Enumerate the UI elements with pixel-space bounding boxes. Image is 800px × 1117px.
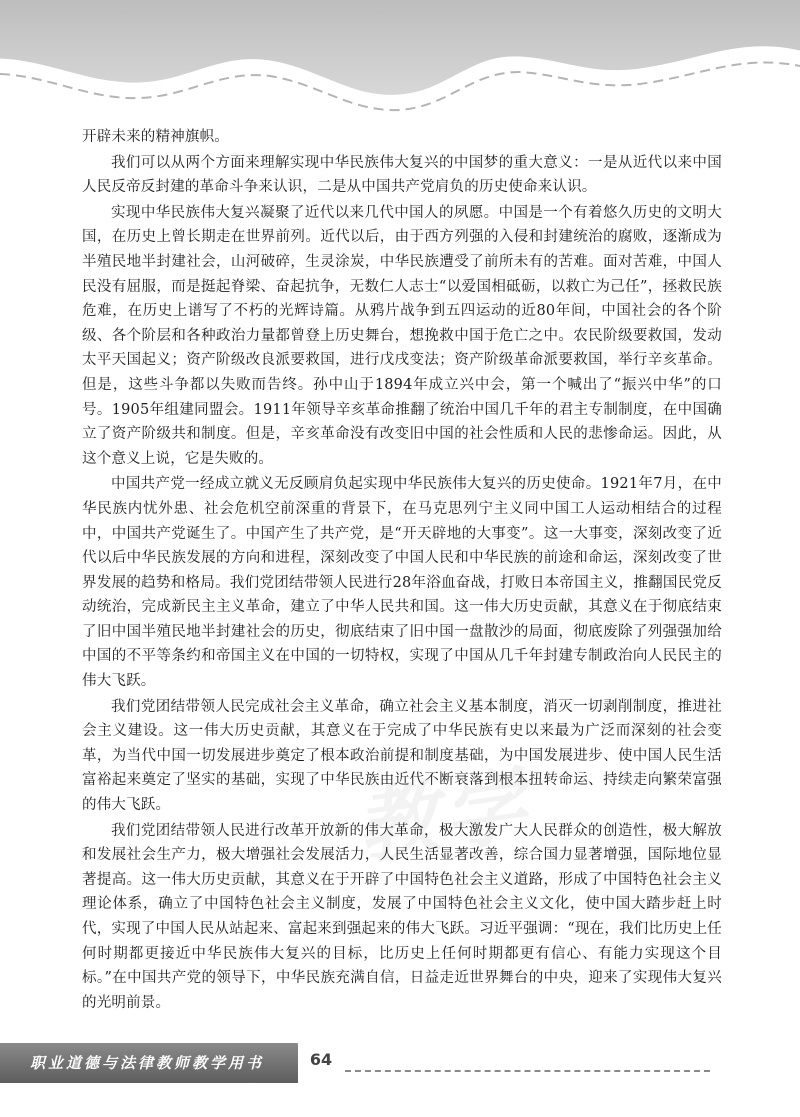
paragraph: 我们党团结带领人民完成社会主义革命，确立社会主义基本制度，消灭一切剥削制度，推进社会主义建设。这一伟大历史贡献，其意义在于完成了中华民族有史以来最为广泛而深刻的社会变革，为当代中国一切发展进步奠定了根本政治前提和制度基础，为中国发展进步、使中国人民生活富裕起来奠定了坚实的基础，实现了中华民族由近代不断衰落到根本扭转命运、持续走向繁荣富强的伟大飞跃。 <box>82 698 722 814</box>
page-footer <box>0 1030 800 1090</box>
book-title: 职业道德与法律教师教学用书 <box>30 1054 265 1072</box>
paragraph: 我们可以从两个方面来理解实现中华民族伟大复兴的中国梦的重大意义：一是从近代以来中国人民反帝反封建的革命斗争来认识，二是从中国共产党肩负的历史使命来认识。 <box>82 154 722 196</box>
page-number: 64 <box>309 1050 333 1069</box>
footer-dashed-line <box>345 1070 710 1072</box>
paragraph-continued: 开辟未来的精神旗帜。 <box>82 129 229 145</box>
wavy-header-band <box>0 0 800 125</box>
paragraph: 我们党团结带领人民进行改革开放新的伟大革命，极大激发广大人民群众的创造性，极大解放和发展社会生产力，极大增强社会发展活力，人民生活显著改善，综合国力显著增强，国际地位显著提高。这一伟大历史贡献，其意义在于开辟了中国特色社会主义道路，形成了中国特色社会主义理论体系，确立了中国特色社会主义制度，发展了中国特色社会主义文化，使中国大踏步赶上时代，实现了中国人民从站起来、富起来到强起来的伟大飞跃。习近平强调：“现在，我们比历史上任何时期都更接近中华民族伟大复兴的目标，比历史上任何时期都更有信心、有能力实现这个目标。”在中国共产党的领导下，中华民族充满自信，日益走近世界舞台的中央，迎来了实现伟大复兴的光明前景。 <box>82 822 722 1011</box>
body-text <box>82 125 722 1016</box>
paragraph: 实现中华民族伟大复兴凝聚了近代以来几代中国人的夙愿。中国是一个有着悠久历史的文明大国，在历史上曾长期走在世界前列。近代以后，由于西方列强的入侵和封建统治的腐败，逐渐成为半殖民地半封建社会，山河破碎，生灵涂炭，中华民族遭受了前所未有的苦难。面对苦难，中国人民没有屈服，而是挺起脊梁、奋起抗争，无数仁人志士“以爱国相砥砺，以救亡为己任”，拯救民族危难，在历史上谱写了不朽的光辉诗篇。从鸦片战争到五四运动的近80年间，中国社会的各个阶级、各个阶层和各种政治力量都曾登上历史舞台，想挽救中国于危亡之中。农民阶级要救国，发动太平天国起义；资产阶级改良派要救国，进行戊戌变法；资产阶级革命派要救国，举行辛亥革命。但是，这些斗争都以失败而告终。孙中山于1894年成立兴中会，第一个喊出了“振兴中华”的口号。1905年组建同盟会。1911年领导辛亥革命推翻了统治中国几千年的君主专制制度，在中国确立了资产阶级共和制度。但是，辛亥革命没有改变旧中国的社会性质和人民的悲惨命运。因此，从这个意义上说，它是失败的。 <box>82 204 722 467</box>
page-header-decoration <box>0 0 800 125</box>
paragraph: 中国共产党一经成立就义无反顾肩负起实现中华民族伟大复兴的历史使命。1921年7月，在中华民族内忧外患、社会危机空前深重的背景下，在马克思列宁主义同中国工人运动相结合的过程中，中国共产党诞生了。中国产生了共产党，是“开天辟地的大事变”。这一大事变，深刻改变了近代以后中华民族发展的方向和进程，深刻改变了中国人民和中华民族的前途和命运，深刻改变了世界发展的趋势和格局。我们党团结带领人民进行28年浴血奋战，打败日本帝国主义，推翻国民党反动统治，完成新民主主义革命，建立了中华人民共和国。这一伟大历史贡献，其意义在于彻底结束了旧中国半殖民地半封建社会的历史，彻底结束了旧中国一盘散沙的局面，彻底废除了列强强加给中国的不平等条约和帝国主义在中国的一切特权，实现了中国从几千年封建专制政治向人民民主的伟大飞跃。 <box>82 476 722 690</box>
